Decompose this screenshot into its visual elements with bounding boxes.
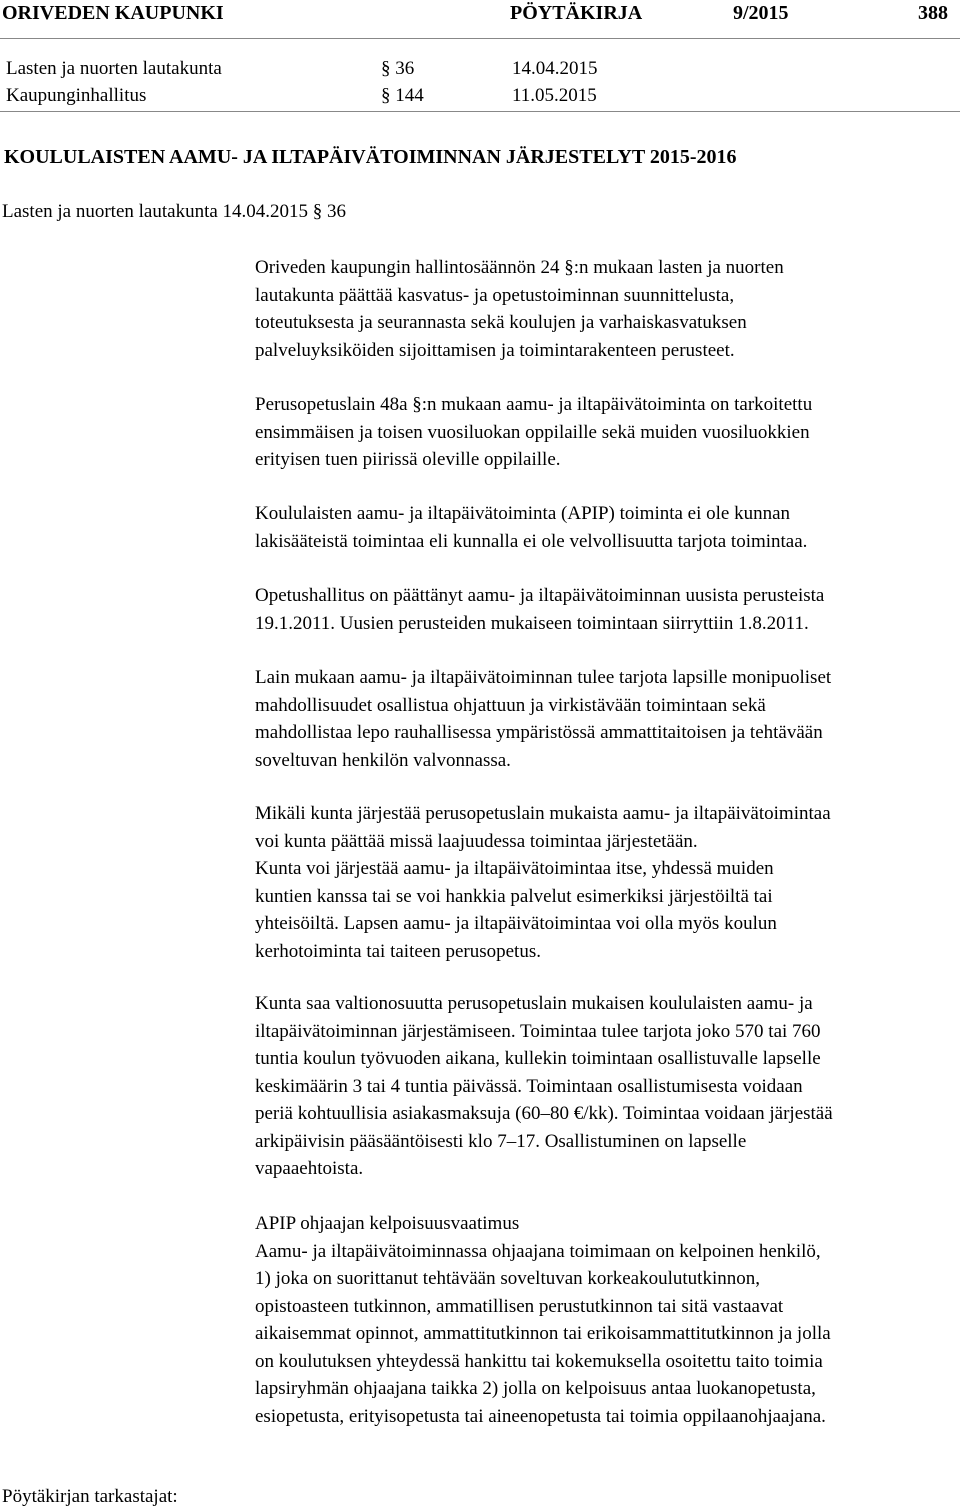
paragraph-line: aikaisemmat opinnot, ammattitutkinnon tai erikoisammattitutkinnon ja jolla bbox=[255, 1323, 831, 1344]
paragraph-line: mahdollisuudet osallistua ohjattuun ja virkistävään toimintaan sekä bbox=[255, 694, 766, 716]
paragraph-line: iltapäivätoiminnan järjestämiseen. Toimintaa tulee tarjota joko 570 tai 760 bbox=[255, 1020, 821, 1042]
paragraph-line: voi kunta päättää missä laajuudessa toimintaa järjestetään. bbox=[255, 830, 698, 852]
meeting-body-2: Kaupunginhallitus bbox=[6, 85, 147, 106]
paragraph-line: vapaaehtoista. bbox=[255, 1158, 364, 1179]
paragraph-6 bbox=[255, 800, 831, 965]
agenda-subheading: Lasten ja nuorten lautakunta 14.04.2015 § 36 bbox=[2, 201, 347, 222]
paragraph-5 bbox=[255, 664, 831, 774]
paragraph-line: APIP ohjaajan kelpoisuusvaatimus bbox=[255, 1213, 520, 1234]
paragraph-line: toteutuksesta ja seurannasta sekä koulujen ja varhaiskasvatuksen bbox=[255, 312, 747, 333]
paragraph-2 bbox=[255, 391, 812, 474]
meeting-section-2: § 144 bbox=[381, 85, 424, 106]
document-type: PÖYTÄKIRJA bbox=[510, 2, 643, 24]
minutes-reviewers-label: Pöytäkirjan tarkastajat: bbox=[2, 1486, 178, 1507]
paragraph-line: kuntien kanssa tai se voi hankkia palvelut esimerkiksi järjestöiltä tai bbox=[255, 885, 773, 907]
paragraph-line: Mikäli kunta järjestää perusopetuslain mukaista aamu- ja iltapäivätoimintaa bbox=[255, 803, 831, 824]
paragraph-line: periä kohtuullisia asiakasmaksuja (60–80 €/kk). Toimintaa voidaan järjestää bbox=[255, 1103, 833, 1124]
paragraph-line: lakisääteistä toimintaa eli kunnalla ei ole velvollisuutta tarjota toimintaa. bbox=[255, 530, 808, 552]
paragraph-line: Lain mukaan aamu- ja iltapäivätoiminnan tulee tarjota lapsille monipuoliset bbox=[255, 667, 832, 688]
meeting-date-2: 11.05.2015 bbox=[512, 85, 597, 106]
page-number: 388 bbox=[918, 2, 948, 24]
paragraph-line: opistoasteen tutkinnon, ammatillisen perustutkinnon tai sitä vastaavat bbox=[255, 1295, 784, 1317]
paragraph-line: lapsiryhmän ohjaajana taikka 2) jolla on kelpoisuus antaa luokanopetusta, bbox=[255, 1378, 816, 1399]
paragraph-line: esiopetusta, erityisopetusta tai aineenopetusta tai toimia oppilaanohjaajana. bbox=[255, 1405, 826, 1427]
paragraph-line: 1) joka on suorittanut tehtävään soveltuvan korkeakoulututkinnon, bbox=[255, 1268, 760, 1289]
paragraph-line: Perusopetuslain 48a §:n mukaan aamu- ja iltapäivätoiminta on tarkoitettu bbox=[255, 394, 813, 415]
paragraph-line: Aamu- ja iltapäivätoiminnassa ohjaajana toimimaan on kelpoinen henkilö, bbox=[255, 1240, 821, 1262]
paragraph-line: kerhotoiminta tai taiteen perusopetus. bbox=[255, 940, 541, 962]
paragraph-line: yhteisöiltä. Lapsen aamu- ja iltapäivätoimintaa voi olla myös koulun bbox=[255, 913, 777, 934]
paragraph-line: erityisen tuen piirissä oleville oppilaille. bbox=[255, 449, 561, 470]
document-number: 9/2015 bbox=[733, 2, 789, 24]
header-divider bbox=[0, 38, 960, 39]
paragraph-line: Kunta voi järjestää aamu- ja iltapäivätoimintaa itse, yhdessä muiden bbox=[255, 858, 774, 879]
paragraph-line: keskimäärin 3 tai 4 tuntia päivässä. Toimintaan osallistumisesta voidaan bbox=[255, 1075, 803, 1097]
paragraph-line: ensimmäisen ja toisen vuosiluokan oppilaille sekä muiden vuosiluokkien bbox=[255, 421, 810, 443]
paragraph-3 bbox=[255, 500, 807, 555]
paragraph-line: on koulutuksen yhteydessä hankittu tai kokemuksella osoitettu taito toimia bbox=[255, 1350, 823, 1372]
paragraph-line: Kunta saa valtionosuutta perusopetuslain mukaisen koululaisten aamu- ja bbox=[255, 993, 813, 1014]
paragraph-7 bbox=[255, 990, 833, 1183]
paragraph-1 bbox=[255, 254, 784, 364]
paragraph-line: mahdollistaa lepo rauhallisessa ympäristössä ammattitaitoisen ja tehtävään bbox=[255, 722, 823, 743]
meeting-date-1: 14.04.2015 bbox=[512, 58, 598, 79]
paragraph-line: Opetushallitus on päättänyt aamu- ja iltapäivätoiminnan uusista perusteista bbox=[255, 585, 825, 606]
paragraph-line: 19.1.2011. Uusien perusteiden mukaiseen toimintaan siirryttiin 1.8.2011. bbox=[255, 612, 809, 634]
meeting-body-1: Lasten ja nuorten lautakunta bbox=[6, 58, 222, 79]
document-title: KOULULAISTEN AAMU- JA ILTAPÄIVÄTOIMINNAN JÄRJESTELYT 2015-2016 bbox=[4, 146, 737, 168]
organization-name: ORIVEDEN KAUPUNKI bbox=[2, 2, 224, 24]
paragraph-4 bbox=[255, 582, 824, 637]
paragraph-line: Koululaisten aamu- ja iltapäivätoiminta (APIP) toiminta ei ole kunnan bbox=[255, 503, 791, 524]
paragraph-8 bbox=[255, 1210, 831, 1430]
meta-divider bbox=[0, 111, 960, 112]
paragraph-line: lautakunta päättää kasvatus- ja opetustoiminnan suunnittelusta, bbox=[255, 284, 735, 306]
paragraph-line: Oriveden kaupungin hallintosäännön 24 §:n mukaan lasten ja nuorten bbox=[255, 257, 784, 278]
paragraph-line: arkipäivisin pääsääntöisesti klo 7–17. Osallistuminen on lapselle bbox=[255, 1130, 747, 1152]
paragraph-line: palveluyksiköiden sijoittamisen ja toimintarakenteen perusteet. bbox=[255, 339, 735, 361]
paragraph-line: tuntia koulun työvuoden aikana, kullekin toimintaan osallistuvalle lapselle bbox=[255, 1048, 821, 1069]
paragraph-line: soveltuvan henkilön valvonnassa. bbox=[255, 749, 511, 771]
meeting-section-1: § 36 bbox=[381, 58, 415, 79]
